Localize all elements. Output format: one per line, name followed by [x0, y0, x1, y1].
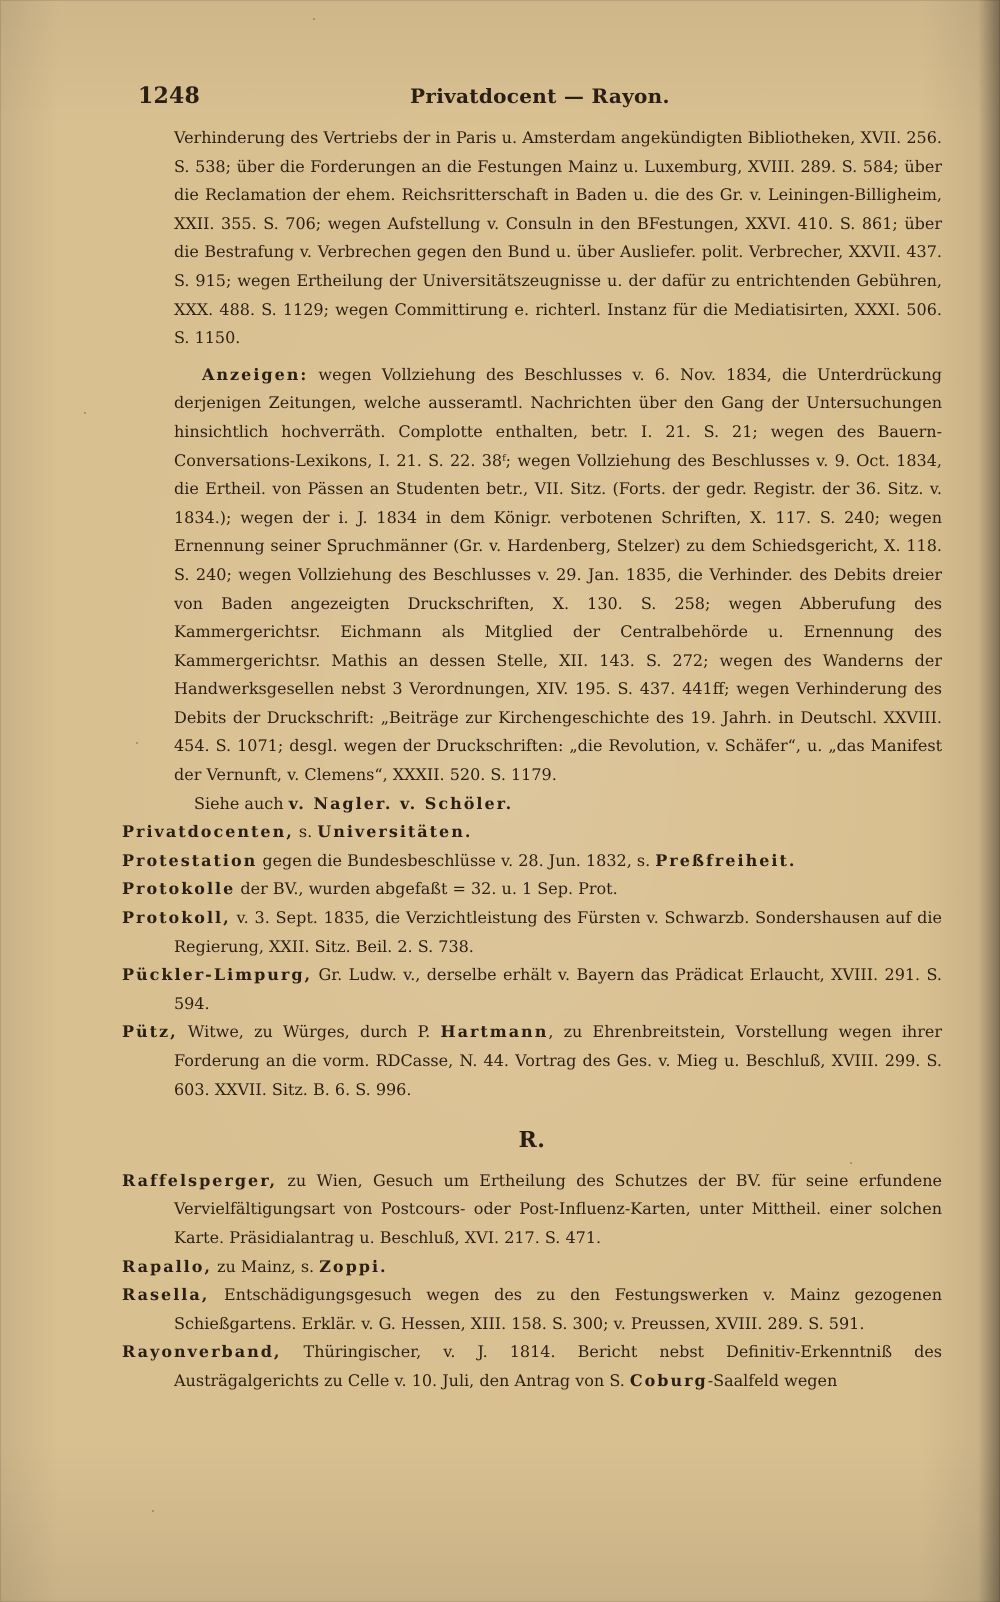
entry-text: v. 3. Sept. 1835, die Verzichtleistung des Fürsten v. Schwarzb. Sondershausen auf die Regierung, XXII. Sitz. Beil. 2. S. 738. — [174, 908, 942, 956]
entry-text: wegen Vollziehung des Beschlusses v. 6. Nov. 1834, die Unterdrückung derjenigen Zeitungen, welche ausseramtl. Nachrichten über den Gang der Untersuchungen hinsichtlich hochverräth. Complotte enthalten, betr. I. 21. S. 21; wegen des Bauern-Conversations-Lexikons, I. 21. S. 22. 38ᶠ; wegen Vollziehung des Beschlusses v. 9. Oct. 1834, die Ertheil. von Pässen an Studenten betr., VII. Sitz. (Forts. der gedr. Registr. der 36. Sitz. v. 1834.); wegen der i. J. 1834 in dem Königr. verbotenen Schriften, X. 117. S. 240; wegen Ernennung seiner Spruchmänner (Gr. v. Hardenberg, Stelzer) zu dem Schiedsgericht, X. 118. S. 240; wegen Vollziehung des Beschlusses v. 29. Jan. 1835, die Verhinder. des Debits dreier von Baden angezeigten Druckschriften, X. 130. S. 258; wegen Abberufung des Kammergerichtsr. Eichmann als Mitglied der Centralbehörde u. Ernennung des Kammergerichtsr. Mathis an dessen Stelle, XII. 143. S. 272; wegen des Wanderns der Handwerksgesellen nebst 3 Verordnungen, XIV. 195. S. 437. 441ff; wegen Verhinderung des Debits der Druckschrift: „Beiträge zur Kirchengeschichte des 19. Jahrh. in Deutschl. XXVIII. 454. S. 1071; desgl. wegen der Druckschriften: „die Revolution, v. Schäfer“, u. „das Manifest der Vernunft, v. Clemens“, XXXII. 520. S. 1179. — [174, 364, 942, 785]
entry-rapallo — [122, 1253, 942, 1282]
paper-speck — [313, 18, 315, 20]
entry-rasella — [122, 1281, 942, 1338]
paper-speck — [850, 1162, 852, 1164]
entry-person-name: Hartmann — [440, 1022, 549, 1042]
entry-text: gegen die Bundesbeschlüsse v. 28. Jun. 1832, s. — [257, 850, 656, 870]
entry-text: der BV., wurden abgefaßt = 32. u. 1 Sep. Prot. — [235, 879, 618, 899]
entry-protestation — [122, 847, 942, 876]
entry-protokoll — [122, 904, 942, 961]
entry-text: Thüringischer, v. J. 1814. Bericht nebst Definitiv-Erkenntniß des Austrägalgerichts zu Celle v. 10. Juli, den Antrag von S. — [174, 1342, 942, 1390]
entry-person-name: Coburg — [629, 1370, 708, 1390]
see-also — [122, 790, 942, 819]
index-content — [122, 124, 942, 1529]
page-number: 1248 — [138, 83, 201, 109]
see-also-refs: v. Nagler. v. Schöler. — [288, 793, 514, 813]
entry-heading: Pütz, — [122, 1022, 178, 1042]
entry-heading: Protestation — [122, 850, 258, 870]
book-binding-edge — [978, 0, 1000, 1602]
entry-privatdocenten — [122, 818, 942, 847]
section-letter-r: R. — [518, 1127, 546, 1154]
running-title: Privatdocent — Rayon. — [410, 84, 670, 108]
entry-text: zu Mainz, s. — [211, 1256, 320, 1276]
paper-speck — [152, 1510, 154, 1512]
entry-reference: Universitäten. — [317, 822, 473, 842]
entry-text-continued: -Saalfeld wegen — [707, 1370, 838, 1390]
entry-raffelsperger — [122, 1167, 942, 1253]
entry-puetz — [122, 1018, 942, 1104]
entry-text: s. — [293, 822, 318, 842]
entry-heading: Pückler-Limpurg, — [122, 965, 313, 985]
entry-heading: Rapallo, — [122, 1256, 212, 1276]
entry-heading: Protokoll, — [122, 908, 231, 928]
entry-heading: Protokolle — [122, 879, 236, 899]
entry-reference: Zoppi. — [319, 1256, 388, 1276]
entry-pueckler-limpurg — [122, 961, 942, 1018]
entry-heading: Raffelsperger, — [122, 1170, 278, 1190]
entry-text: Entschädigungsgesuch wegen des zu den Festungswerken v. Mainz gezogenen Schießgartens. Erklär. v. G. Hessen, XIII. 158. S. 300; v. Preussen, XVIII. 289. S. 591. — [174, 1285, 942, 1333]
paper-speck — [136, 742, 138, 744]
entry-rayonverband — [122, 1338, 942, 1395]
entry-heading: Privatdocenten, — [122, 822, 294, 842]
entry-text-continued: , zu Ehrenbreitstein, Vorstellung wegen ihrer Forderung an die vorm. RDCasse, N. 44. Vortrag des Ges. v. Mieg u. Beschluß, XVIII. 299. S. 603. XXVII. Sitz. B. 6. S. 996. — [174, 1022, 943, 1099]
entry-reference: Preßfreiheit. — [655, 850, 797, 870]
entry-heading: Anzeigen: — [202, 364, 309, 384]
page-header — [138, 83, 928, 117]
entry-protokolle — [122, 875, 942, 904]
paper-speck — [84, 412, 86, 414]
see-also-prefix: Siehe auch — [194, 793, 289, 813]
entry-heading: Rayonverband, — [122, 1342, 282, 1362]
entry-text: Gr. Ludw. v., derselbe erhält v. Bayern das Prädicat Erlaucht, XVIII. 291. S. 594. — [174, 965, 942, 1013]
entry-anzeigen — [122, 361, 942, 790]
continued-entry: Verhinderung des Vertriebs der in Paris u. Amsterdam angekündigten Bibliotheken, XVII. 256. S. 538; über die Forderungen an die Festungen Mainz u. Luxemburg, XVIII. 289. S. 584; über die Reclamation der ehem. Reichsritterschaft in Baden u. die des Gr. v. Leiningen-Billigheim, XXII. 355. S. 706; wegen Aufstellung v. Consuln in den BFestungen, XXVI. 410. S. 861; über die Bestrafung v. Verbrechen gegen den Bund u. über Ausliefer. polit. Verbrecher, XXVII. 437. S. 915; wegen Ertheilung der Universitätszeugnisse u. der dafür zu entrichtenden Gebühren, XXX. 488. S. 1129; wegen Committirung e. richterl. Instanz für die Mediatisirten, XXXI. 506. S. 1150. — [174, 128, 942, 348]
entry-text: Witwe, zu Würges, durch P. — [177, 1022, 441, 1042]
entry-heading: Rasella, — [122, 1285, 210, 1305]
entry-text: zu Wien, Gesuch um Ertheilung des Schutzes der BV. für seine erfundene Vervielfältigungsart von Postcours- oder Post-Influenz-Karten, unter Mittheil. einer solchen Karte. Präsidialantrag u. Beschluß, XVI. 217. S. 471. — [174, 1170, 942, 1247]
